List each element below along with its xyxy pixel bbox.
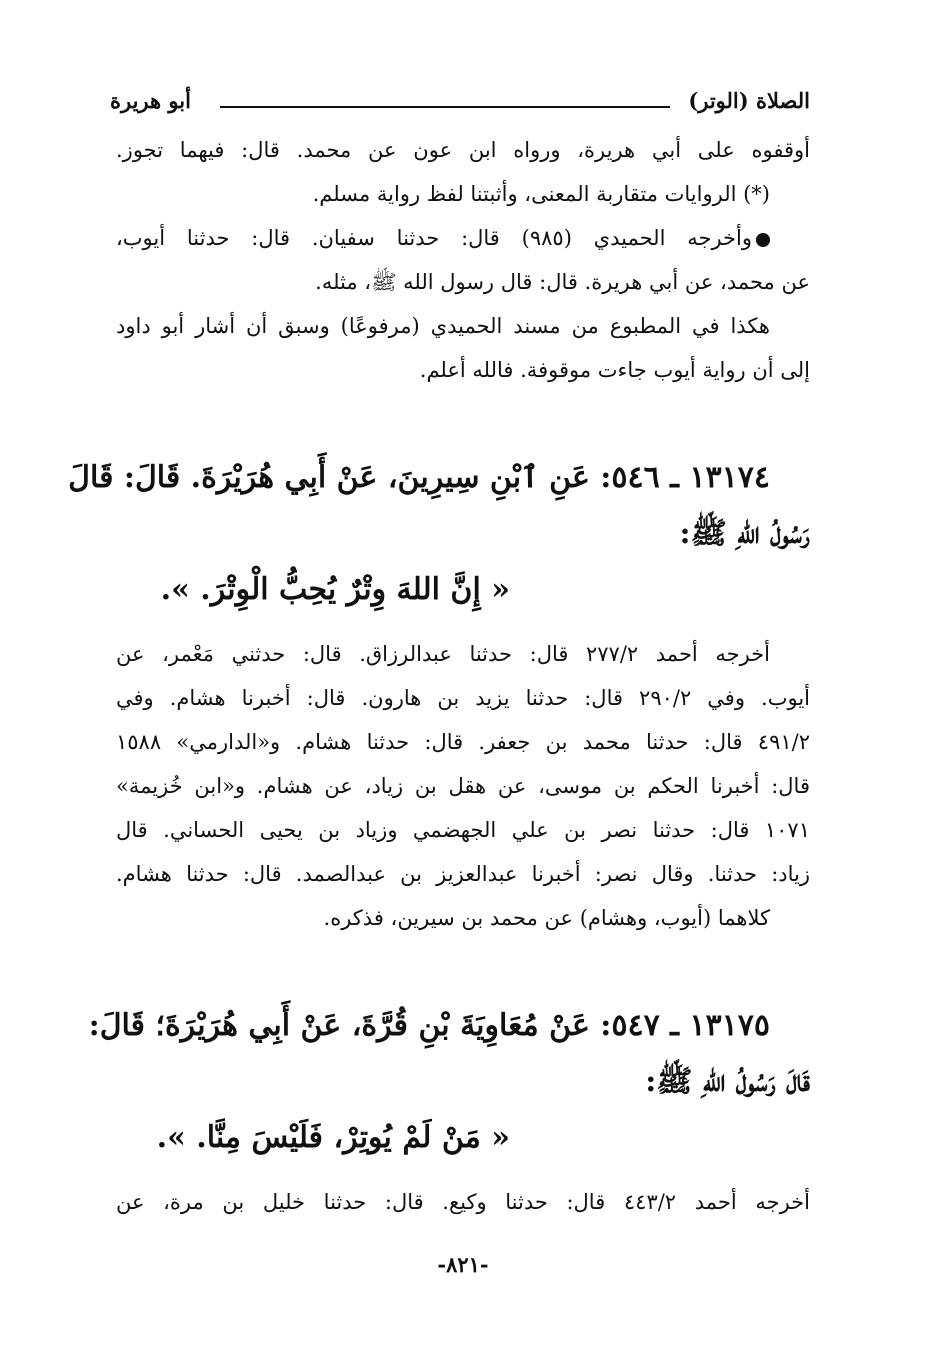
continued-notes	[116, 128, 810, 392]
takhrij-line: زياد: حدثنا. وقال نصر: أخبرنا عبدالعزيز بن عبدالصمد. قال: حدثنا هشام.	[116, 862, 810, 886]
takhrij-line: ١٠٧١ قال: حدثنا نصر بن علي الجهضمي وزياد بن يحيى الحساني. قال	[116, 818, 810, 842]
text-line: أوقفوه على أبي هريرة، ورواه ابن عون عن محمد. قال: فيهما تجوز.	[116, 138, 810, 162]
header-rule	[220, 106, 670, 108]
hadith-entry	[68, 450, 810, 940]
running-header	[110, 88, 810, 118]
page-body	[68, 128, 810, 1224]
takhrij-line: قال: أخبرنا الحكم بن موسى، عن هقل بن زياد، عن هشام. و«ابن خُزيمة»	[116, 774, 810, 798]
text-line: عن محمد، عن أبي هريرة. قال: قال رسول الله ﷺ، مثله.	[315, 270, 810, 294]
hadith-entry	[88, 998, 810, 1224]
hadith-text: « إِنَّ اللهَ وِتْرٌ يُحِبُّ الْوِتْرَ. ».	[160, 572, 510, 607]
takhrij-line: أخرجه أحمد ٢٧٧/٢ قال: حدثنا عبدالرزاق. قال: حدثني مَعْمر، عن	[116, 642, 770, 666]
takhrij-line: أخرجه أحمد ٤٤٣/٢ قال: حدثنا وكيع. قال: حدثنا خليل بن مرة، عن	[116, 1190, 810, 1214]
hadith-heading: رَسُولُ اللهِ ﷺ:	[679, 516, 810, 551]
text-line: هكذا في المطبوع من مسند الحميدي (مرفوعًا) وسبق أن أشار أبو داود	[116, 314, 770, 338]
page-number: -٨٢١-	[437, 1252, 489, 1277]
hadith-heading: ١٣١٧٤ ـ ٥٤٦: عَنِ ٱبْنِ سِيرِينَ، عَنْ أَبِي هُرَيْرَةَ. قَالَ: قَالَ	[68, 460, 770, 495]
hadith-heading: قَالَ رَسُولُ اللهِ ﷺ:	[645, 1064, 810, 1099]
text-line: إلى أن رواية أيوب جاءت موقوفة. فالله أعلم.	[419, 358, 810, 382]
takhrij-line: ٤٩١/٢ قال: حدثنا محمد بن جعفر. قال: حدثنا هشام. و«الدارمي» ١٥٨٨	[116, 730, 810, 754]
chapter-title: الصلاة (الوتر)	[688, 88, 810, 113]
text-line: وأخرجه الحميدي (٩٨٥) قال: حدثنا سفيان. قال: حدثنا أيوب،	[116, 216, 810, 260]
takhrij-line: أيوب. وفي ٢٩٠/٢ قال: حدثنا يزيد بن هارون. قال: أخبرنا هشام. وفي	[116, 686, 810, 710]
hadith-heading: ١٣١٧٥ ـ ٥٤٧: عَنْ مُعَاوِيَةَ بْنِ قُرَّةَ، عَنْ أَبِي هُرَيْرَةَ؛ قَالَ:	[88, 1008, 770, 1043]
narrator-title: أبو هريرة	[110, 88, 191, 113]
hadith-text: « مَنْ لَمْ يُوتِرْ، فَلَيْسَ مِنَّا. ».	[156, 1120, 510, 1155]
takhrij-line: كلاهما (أيوب، وهشام) عن محمد بن سيرين، فذكره.	[323, 906, 770, 930]
footnote-line: (*) الروايات متقاربة المعنى، وأثبتنا لفظ رواية مسلم.	[312, 182, 770, 206]
bullet-icon	[756, 233, 770, 247]
